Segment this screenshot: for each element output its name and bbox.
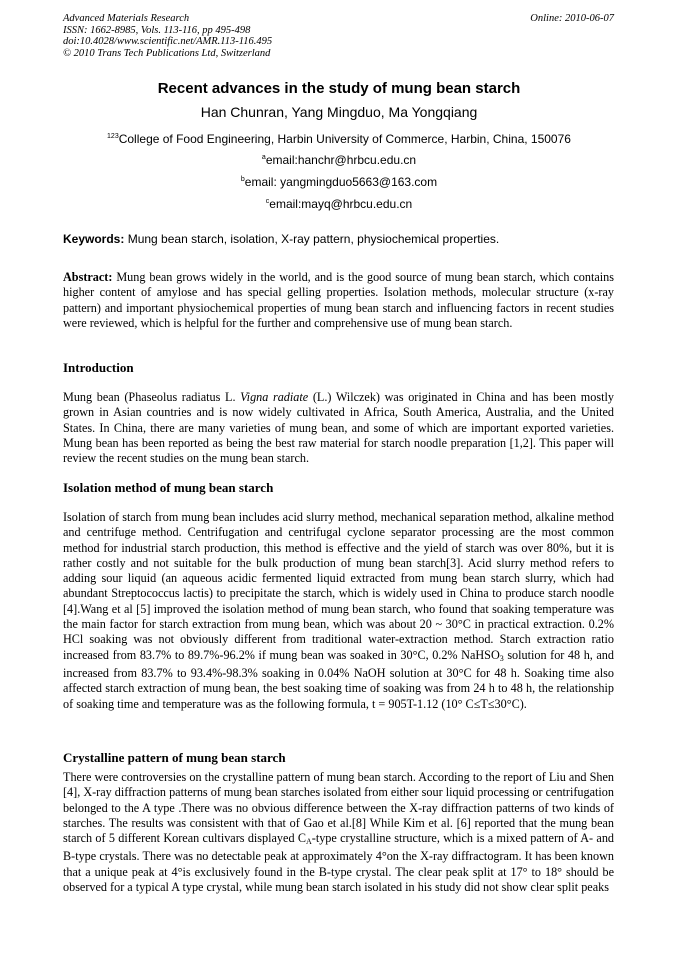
journal-name: Advanced Materials Research [63, 13, 190, 24]
email-a-text: email:hanchr@hrbcu.edu.cn [265, 153, 417, 167]
introduction-paragraph [63, 390, 614, 466]
crystalline-heading: Crystalline pattern of mung bean starch [63, 750, 286, 765]
email-c [0, 197, 678, 211]
intro-italic-species: Vigna radiate [240, 390, 309, 404]
email-b-text: email: yangmingduo5663@163.com [244, 175, 438, 189]
isolation-heading: Isolation method of mung bean starch [63, 480, 274, 495]
crystalline-subscript: A [305, 837, 312, 847]
isolation-text-2: solution for 48 h, and increased from 83.7% to 93.4%-98.3% soaking in 0.04% NaOH solution at 30°C for 48 h. Soaking time also affected starch extraction of mung bean, the best soaking time of soaking was from 24 h to 48 h, the relationship of soaking time and temperature was as the following formula, t = 905T-1.12 (10° C≤T≤30°C). [63, 647, 614, 711]
intro-text-2: (L.) Wilczek) was originated in China and has been mostly grown in Asian countries and is now widely cultivated in Africa, South America, Australia, and the United States. In China, there are many varieties of mung bean, and some of which are important exported varieties. Mung bean has been reported as being the best raw material for starch noodle preparation [1,2]. This paper will review the recent studies on the mung bean starch. [63, 390, 614, 466]
isolation-subscript: 3 [499, 653, 504, 663]
keywords [63, 232, 614, 246]
online-date: Online: 2010-06-07 [530, 13, 614, 24]
keywords-label: Keywords: [63, 232, 125, 246]
affiliation-text: College of Food Engineering, Harbin University of Commerce, Harbin, China, 150076 [118, 132, 571, 146]
paper-title: Recent advances in the study of mung bean starch [157, 80, 521, 97]
email-c-sup: c [265, 198, 270, 205]
affiliation [0, 132, 678, 146]
affiliation-sup: 123 [107, 133, 119, 140]
email-a [0, 153, 678, 167]
email-c-text: email:mayq@hrbcu.edu.cn [269, 197, 413, 211]
email-a-sup: a [261, 154, 266, 161]
crystalline-text-2: -type crystalline structure, which is a mixed pattern of A- and B-type crystals. There was no detectable peak at approximately 4°on the X-ray diffractogram. It has been known that a unique peak at 4°is exclusively found in the B-type crystal. The clear peak split at 17° to 18° should be observed for a typical A type crystal, while mung bean starch isolated in his study did not show clear split peaks [63, 831, 615, 895]
intro-text-1: Mung bean (Phaseolus radiatus L. [63, 390, 241, 404]
isolation-text-1: Isolation of starch from mung bean includes acid slurry method, mechanical separation method, alkaline method and centrifuge method. Centrifugation and centrifugal cyclone separator processing are the most common method for industrial starch production, this method is effective and the yield of starch was over 80%, but it is rather costly and not suitable for the bulk production of mung bean starch[3]. Acid slurry method refers to adding sour liquid (an aqueous acidic fermented liquid extracted from mung bean starch slurry, which had abundant Streptococcus lactis) to precipitate the starch, which is widely used in China to produce starch noodle [4].Wang et al [5] improved the isolation method of mung bean starch, who found that soaking temperature was the main factor for starch extraction from mung bean, which was about 20 ~ 30°C in practical extraction. 0.2% HCl soaking was not obviously different from traditional water-extraction method. Starch extraction ratio increased from 83.7% to 89.7%-96.2% if mung bean was soaked in 30°C, 0.2% NaHSO [63, 510, 614, 662]
abstract-label: Abstract: [63, 270, 113, 284]
crystalline-text-1: There were controversies on the crystalline pattern of mung bean starch. According to the report of Liu and Shen [4], X-ray diffraction patterns of mung bean starches isolated from either sour liquid processing or centrifugation belonged to the A type .There was no obvious difference between the X-ray diffraction patterns of two kinds of starches. The results was consistent with that of Gao et al.[8] While Kim et al. [6] reported that the mung bean starch of 5 different Korean cultivars displayed C [63, 770, 614, 846]
journal-header [63, 13, 614, 59]
crystalline-paragraph [63, 770, 614, 895]
email-b-sup: b [240, 176, 245, 183]
introduction-heading: Introduction [63, 360, 134, 375]
isolation-paragraph [63, 510, 614, 712]
abstract-paragraph [63, 270, 614, 331]
abstract-text: Mung bean grows widely in the world, and is the good source of mung bean starch, which contains higher content of amylose and has special gelling properties. Isolation methods, molecular structure (x-ray pattern) and important physiochemical properties of mung bean starch and influencing factors in recent studies were reviewed, which is helpful for the further and comprehensive use of mung bean starch. [63, 270, 614, 330]
doi-line: doi:10.4028/www.scientific.net/AMR.113-116.495 [63, 36, 273, 47]
email-b [0, 175, 678, 189]
paper-authors: Han Chunran, Yang Mingduo, Ma Yongqiang [200, 104, 478, 120]
keywords-text: Mung bean starch, isolation, X-ray pattern, physiochemical properties. [124, 232, 500, 246]
issn-line: ISSN: 1662-8985, Vols. 113-116, pp 495-498 [63, 24, 251, 36]
copyright-line: © 2010 Trans Tech Publications Ltd, Switzerland [63, 47, 271, 59]
